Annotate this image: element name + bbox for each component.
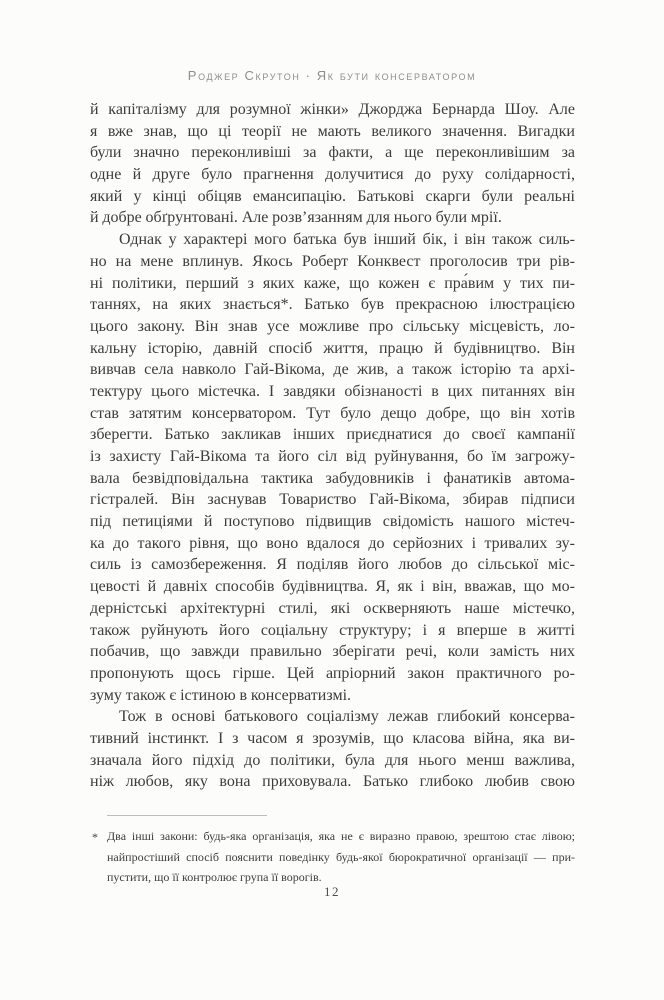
footnote-line: Два інші закони: будь-яка організація, яка не є виразно правою, зрештою стає лівою; (107, 829, 575, 843)
body-line: став затятим консерватором. Тут було дещо добре, що він хотів (90, 404, 575, 422)
body-line: цього закону. Він знав усе можливе про сільську місцевість, ло- (90, 317, 575, 335)
body-line: були значно переконливіші за факти, а ще переконливішим за (90, 144, 575, 162)
body-line: значала його підхід до політики, була для нього менш важлива, (90, 751, 575, 769)
body-line: я вже знав, що ці теорії не мають великого значення. Вигадки (90, 122, 575, 140)
body-line: під петиціями й поступово підвищив свідомість нашого містеч- (90, 513, 575, 531)
body-line: ка до такого рівня, що воно вдалося до серйозних і тривалих зу- (90, 534, 575, 552)
page-number: 12 (324, 884, 340, 899)
footnote (90, 826, 575, 888)
body-line: також руйнують його соціальну структуру; і я вперше в житті (90, 621, 575, 639)
body-line: який у кінці обіцяв емансипацію. Батькові скарги були реальні (90, 187, 575, 205)
body-line: вивчав села навколо Гай-Вікома, де жив, а також історію та архі- (90, 361, 575, 379)
body-line: таннях, на яких знається*. Батько був прекрасною ілюстрацією (90, 296, 575, 314)
body-line: кальну історію, давній спосіб життя, працю й будівництво. Він (90, 339, 575, 357)
footnote-line: пустити, що її контролює група її ворогів. (107, 870, 322, 884)
body-text-block (90, 99, 575, 793)
body-line: Однак у характері мого батька був інший бік, і він також силь- (119, 231, 575, 249)
body-line: побачив, що завжди правильно зберігати речі, коли замість них (90, 643, 575, 661)
body-line: силь із самозбереження. Я поділяв його любов до сільської міс- (90, 556, 575, 574)
body-line: тектуру цього містечка. І завдяки обізнаності в цих питаннях він (90, 382, 575, 400)
footnote-divider (107, 815, 267, 816)
body-line: зуму також є істиною в консерватизмі. (90, 686, 352, 704)
body-line: ні політики, перший з яких каже, що кожен є пра́вим у тих пи- (90, 274, 575, 292)
body-line: цевості й давніх способів будівництва. Я, як і він, вважав, що мо- (90, 578, 575, 596)
body-line: зберегти. Батько закликав інших приєднатися до своєї кампанії (90, 426, 575, 444)
body-line: й добре обґрунтовані. Але розв’язанням для нього були мрії. (90, 209, 502, 227)
body-line: тивний інстинкт. І з часом я зрозумів, що класова війна, яка ви- (90, 729, 575, 747)
body-line: но на мене вплинув. Якось Роберт Конквест проголосив три рів- (90, 252, 575, 270)
body-line: дерністські архітектурні стилі, які оскверняють наше містечко, (90, 599, 575, 617)
body-line: Тож в основі батькового соціалізму лежав глибокий консерва- (119, 708, 575, 726)
body-line: пропонують щось гірше. Цей апріорний закон практичного ро- (90, 664, 575, 682)
footnote-line: найпростіший спосіб пояснити поведінку будь-якої бюрократичної організації — при- (107, 849, 575, 864)
footnote-asterisk-marker: * (92, 830, 98, 844)
body-line: із захисту Гай-Вікома та його сіл від руйнування, бо їм загрожу- (90, 448, 575, 465)
body-line: й капіталізму для розумної жінки» Джорджа Бернарда Шоу. Але (90, 101, 575, 118)
body-line: вала безвідповідальна тактика забудовників і фанатиків автома- (90, 469, 575, 487)
body-line: одне й друге було прагнення долучитися до руху солідарності, (90, 166, 575, 184)
running-header: Роджер Скрутон · Як бути консерватором (187, 68, 477, 83)
body-line: ніж любов, яку вона приховувала. Батько глибоко любив свою (90, 773, 575, 791)
body-line: гістралей. Він заснував Товариство Гай-Вікома, збирав підписи (90, 491, 575, 509)
footnote-text-block (107, 826, 575, 888)
